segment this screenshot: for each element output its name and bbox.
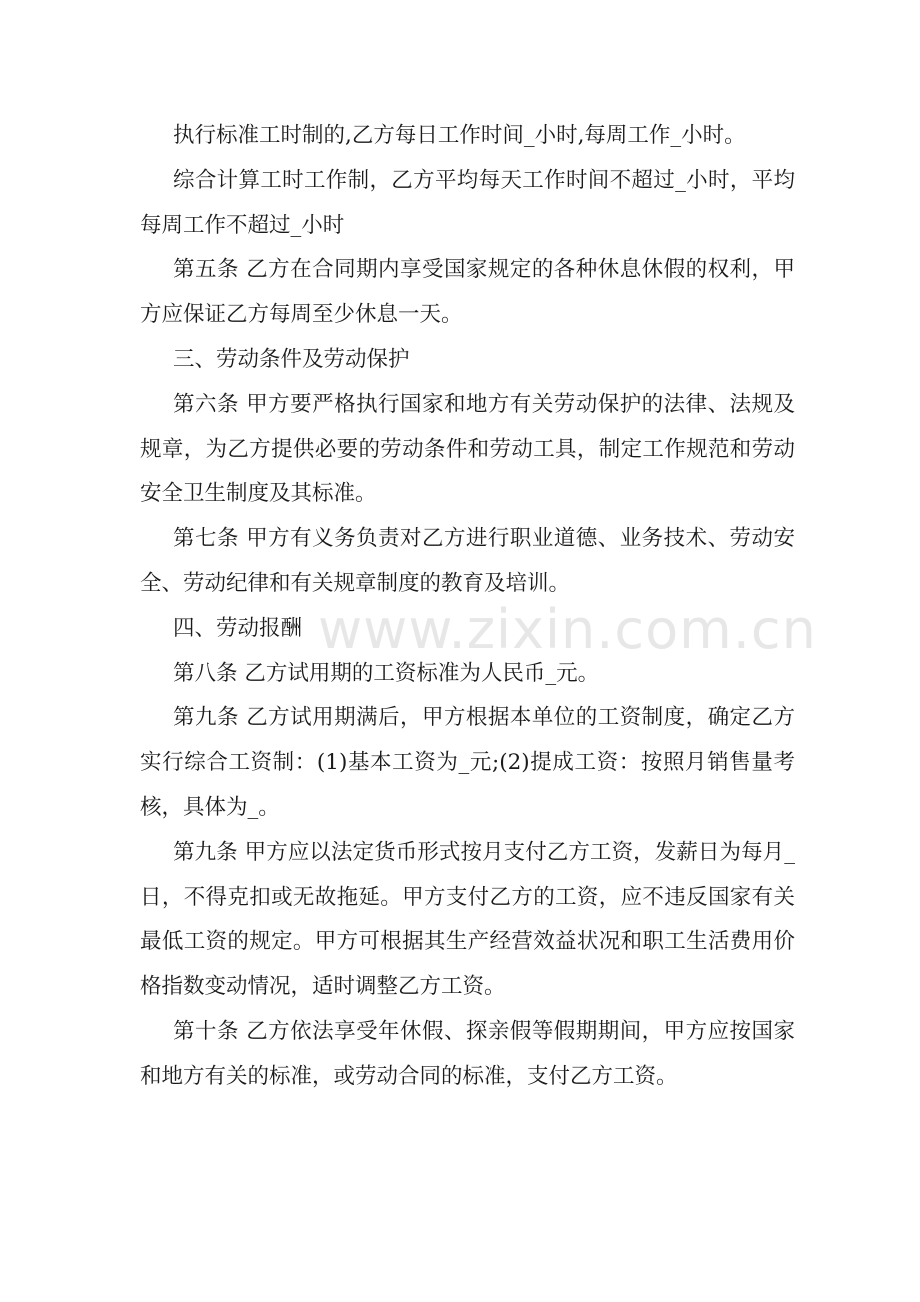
section-heading-labor-conditions: 三、劳动条件及劳动保护 — [173, 346, 410, 372]
document-body — [140, 114, 795, 1100]
paragraph-article-8: 第八条 乙方试用期的工资标准为人民币_元。 — [173, 660, 600, 686]
paragraph-standard-hours: 执行标准工时制的,乙方每日工作时间_小时,每周工作_小时。 — [173, 123, 746, 148]
paragraph-article-6: 第六条 甲方要严格执行国家和地方有关劳动保护的法律、法规及规章，为乙方提供必要的劳动条件和劳动工具，制定工作规范和劳动安全卫生制度及其标准。 — [140, 391, 795, 507]
paragraph-comprehensive-hours: 综合计算工时工作制，乙方平均每天工作时间不超过_小时，平均每周工作不超过_小时 — [140, 167, 795, 238]
paragraph-article-5: 第五条 乙方在合同期内享受国家规定的各种休息休假的权利，甲方应保证乙方每周至少休息一天。 — [140, 257, 795, 328]
paragraph-article-9b: 第九条 甲方应以法定货币形式按月支付乙方工资，发薪日为每月_日，不得克扣或无故拖延。甲方支付乙方的工资，应不违反国家有关最低工资的规定。甲方可根据其生产经营效益状况和职工生活费用价格指数变动情况，适时调整乙方工资。 — [140, 839, 795, 1000]
paragraph-article-9a: 第九条 乙方试用期满后，甲方根据本单位的工资制度，确定乙方实行综合工资制：(1)基本工资为_元;(2)提成工资：按照月销售量考核，具体为_。 — [140, 705, 795, 820]
section-heading-remuneration: 四、劳动报酬 — [173, 615, 303, 641]
paragraph-article-10: 第十条 乙方依法享受年休假、探亲假等假期期间，甲方应按国家和地方有关的标准，或劳动合同的标准，支付乙方工资。 — [140, 1018, 795, 1089]
watermark: www.zixin.com.cn — [318, 598, 817, 661]
paragraph-article-7: 第七条 甲方有义务负责对乙方进行职业道德、业务技术、劳动安全、劳动纪律和有关规章制度的教育及培训。 — [140, 526, 795, 596]
